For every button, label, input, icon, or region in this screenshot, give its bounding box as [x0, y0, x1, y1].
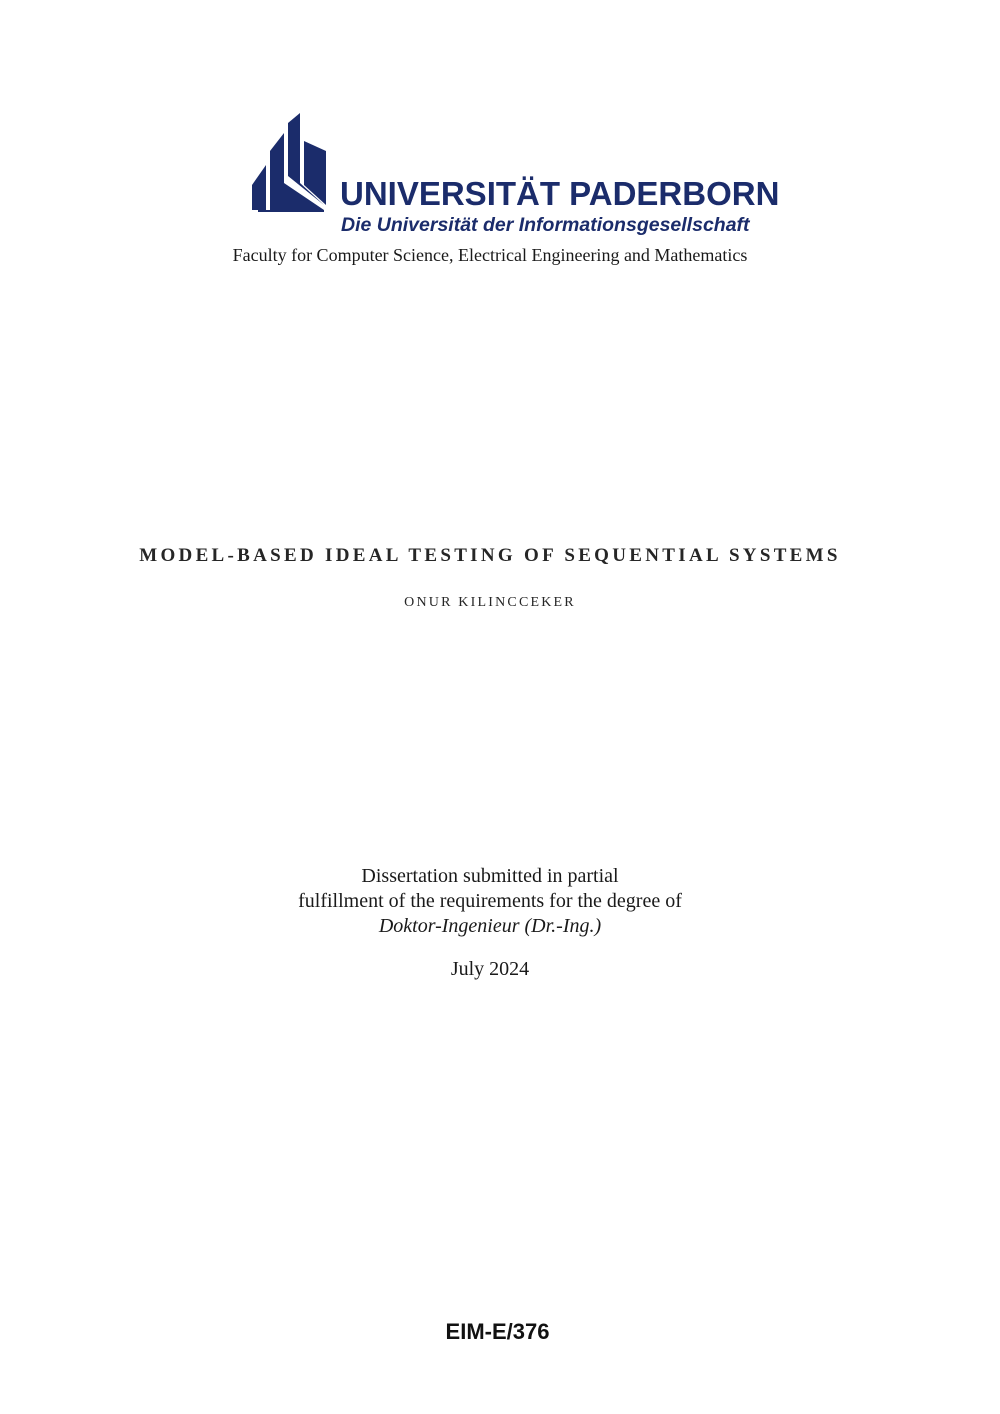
- university-name: UNIVERSITÄT PADERBORN: [340, 175, 780, 212]
- thesis-author: ONUR KILINCCEKER: [404, 595, 576, 610]
- thesis-title: MODEL-BASED IDEAL TESTING OF SEQUENTIAL SYSTEMS: [139, 545, 841, 566]
- faculty-name: Faculty for Computer Science, Electrical Engineering and Mathematics: [232, 245, 748, 265]
- submission-line-1: Dissertation submitted in partial: [361, 865, 619, 887]
- degree-name: Doktor-Ingenieur (Dr.-Ing.): [378, 915, 602, 937]
- university-logo: [252, 113, 780, 243]
- report-id: EIM-E/376: [445, 1319, 550, 1344]
- submission-line-2: fulfillment of the requirements for the degree of: [298, 890, 682, 912]
- university-tagline: Die Universität der Informationsgesellschaft: [341, 214, 750, 236]
- submission-statement: [0, 864, 980, 939]
- university-building-icon: [252, 113, 328, 213]
- submission-date: July 2024: [450, 958, 530, 980]
